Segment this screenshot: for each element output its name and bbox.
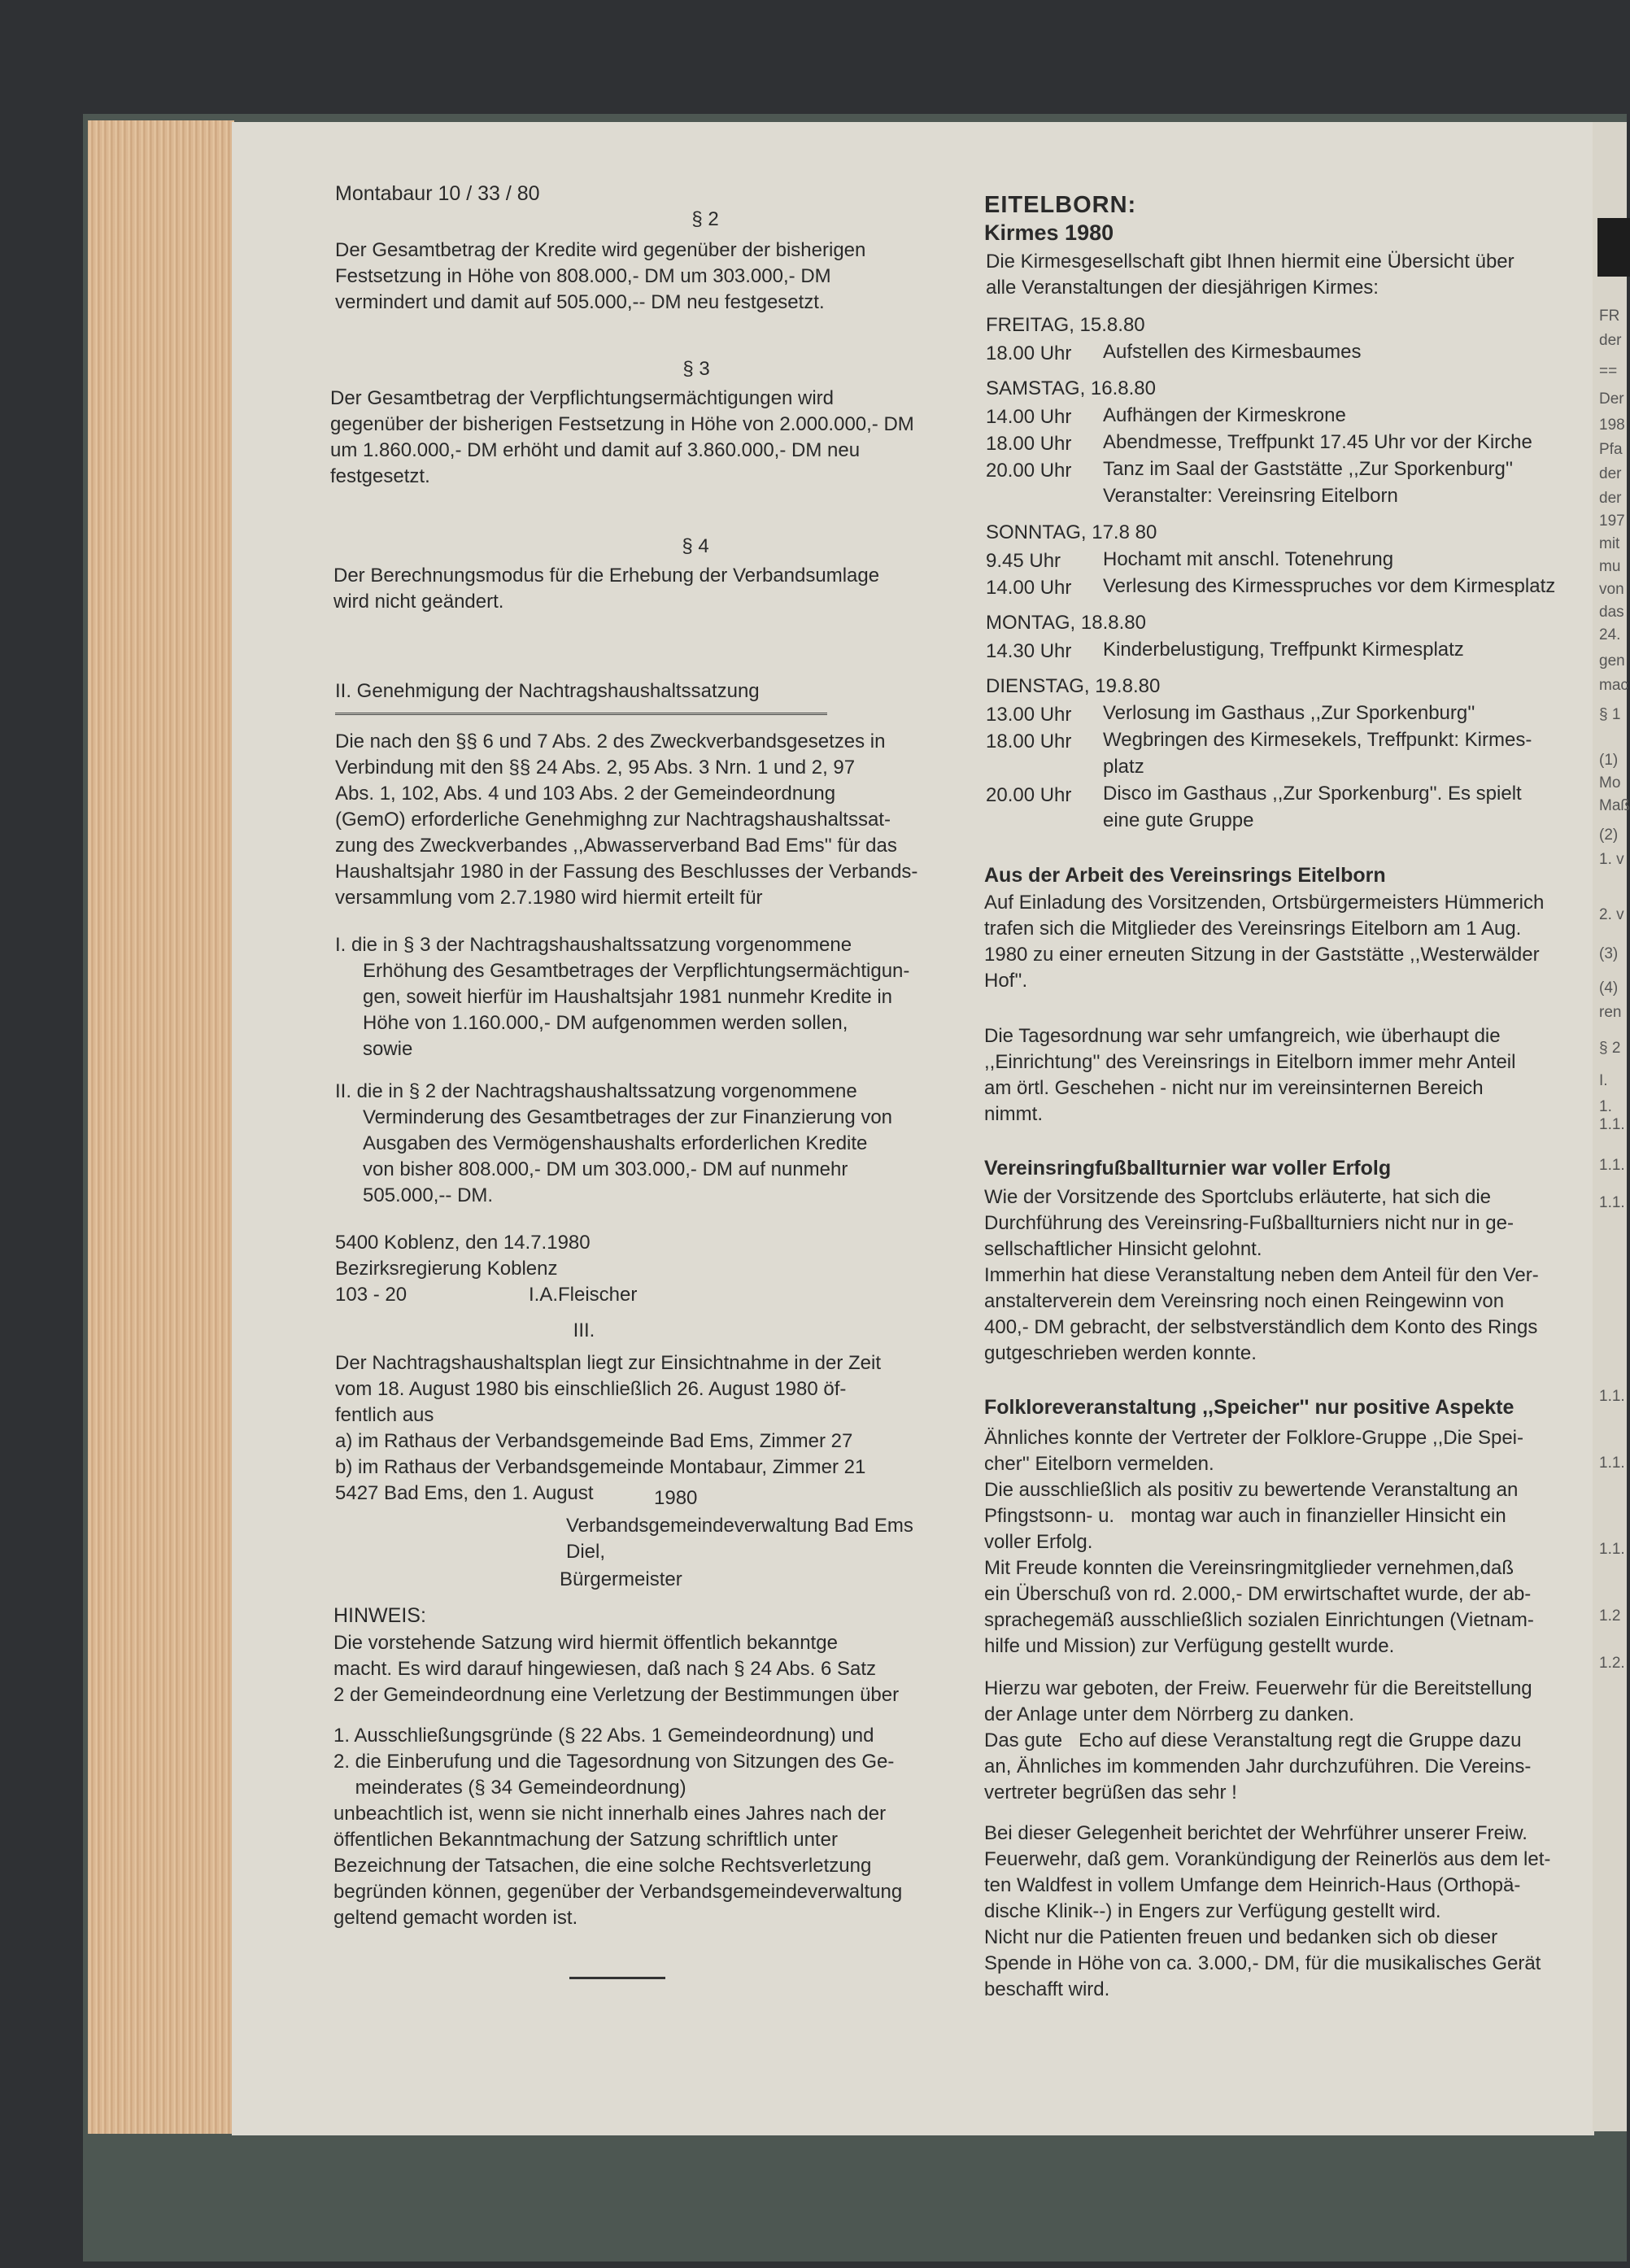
folklore-p3-line: ten Waldfest in vollem Umfange dem Heinrich-Haus (Orthopä- (984, 1874, 1521, 1896)
section-4-title: § 4 (682, 535, 709, 557)
folklore-p3-line: Nicht nur die Patienten freuen und bedanken sich ob dieser (984, 1926, 1498, 1948)
next-page-fragment: 1.1. (1599, 1541, 1625, 1558)
next-page-fragment: Pfa (1599, 441, 1623, 458)
kirmes-event-time: 14.30 Uhr (986, 640, 1072, 662)
section-2-title: § 2 (691, 208, 719, 230)
next-page-fragment: mit (1599, 535, 1620, 552)
signature-authority: Bezirksregierung Koblenz (335, 1258, 558, 1280)
hinweis-line: Die vorstehende Satzung wird hiermit öffentlich bekanntge (333, 1632, 838, 1654)
kirmes-day: SAMSTAG, 16.8.80 (986, 377, 1156, 399)
hinweis-line: macht. Es wird darauf hingewiesen, daß nach § 24 Abs. 6 Satz (333, 1658, 877, 1680)
section-iii-title: III. (573, 1319, 595, 1341)
next-page-fragment: 197 (1599, 512, 1625, 530)
section-iii-signature: Diel, (566, 1541, 606, 1563)
next-page-fragment: 1. (1599, 1098, 1612, 1115)
folklore-p2-line: an, Ähnliches im kommenden Jahr durchzuführen. Die Vereins- (984, 1756, 1532, 1777)
next-page-fragment: mac (1599, 677, 1628, 694)
vereinsring-line: ,,Einrichtung'' des Vereinsrings in Eitelborn immer mehr Anteil (984, 1051, 1516, 1073)
folklore-p3-line: Bei dieser Gelegenheit berichtet der Wehrführer unserer Freiw. (984, 1822, 1528, 1844)
kirmes-event-desc: Tanz im Saal der Gaststätte ,,Zur Sporkenburg'' (1103, 458, 1514, 480)
kirmes-event-desc: Verlosung im Gasthaus ,,Zur Sporkenburg'' (1103, 702, 1475, 724)
item-ii-line: von bisher 808.000,- DM um 303.000,- DM auf nunmehr (363, 1158, 848, 1180)
kirmes-event-desc: Aufstellen des Kirmesbaumes (1103, 341, 1362, 363)
vereinsring-title: Aus der Arbeit des Vereinsrings Eitelborn (984, 864, 1386, 887)
kirmes-event-time: 18.00 Uhr (986, 731, 1072, 752)
kirmes-event-desc: Kinderbelustigung, Treffpunkt Kirmesplatz (1103, 639, 1464, 661)
section-3-line: Der Gesamtbetrag der Verpflichtungsermächtigungen wird (330, 387, 834, 409)
next-page-fragment: der (1599, 490, 1622, 507)
section-3-line: festgesetzt. (330, 465, 430, 487)
fussball-line: gutgeschrieben werden konnte. (984, 1342, 1257, 1364)
item-i-line: Höhe von 1.160.000,- DM aufgenommen werden sollen, (363, 1012, 848, 1034)
kirmes-event-time: 9.45 Uhr (986, 550, 1061, 572)
next-page-fragment: das (1599, 604, 1624, 621)
section-3-title: § 3 (682, 358, 710, 380)
next-page-fragment: 1. v (1599, 851, 1624, 868)
item-ii-line: 505.000,-- DM. (363, 1184, 494, 1206)
folklore-line: Mit Freude konnten die Vereinsringmitglieder vernehmen,daß (984, 1557, 1515, 1579)
next-page-fragment: 2. v (1599, 906, 1624, 923)
kirmes-intro: Die Kirmesgesellschaft gibt Ihnen hiermit eine Übersicht über (986, 251, 1515, 273)
next-page-fragment: 1.1. (1599, 1157, 1625, 1174)
vereinsring-line: am örtl. Geschehen - nicht nur im vereinsinternen Bereich (984, 1077, 1484, 1099)
hinweis-tail-line: unbeachtlich ist, wenn sie nicht innerhalb eines Jahres nach der (333, 1803, 887, 1825)
next-page-fragment: 198 (1599, 417, 1625, 434)
fussball-line: Immerhin hat diese Veranstaltung neben dem Anteil für den Ver- (984, 1264, 1539, 1286)
section-3-line: um 1.860.000,- DM erhöht und damit auf 3.860.000,- DM neu (330, 439, 861, 461)
folklore-line: Die ausschließlich als positiv zu bewertende Veranstaltung an (984, 1479, 1519, 1501)
section-iii-signature: Verbandsgemeindeverwaltung Bad Ems (566, 1515, 913, 1537)
next-page-fragment: Maß (1599, 797, 1630, 814)
section-ii-title: II. Genehmigung der Nachtragshaushaltssatzung (335, 680, 760, 702)
section-iii-date: 5427 Bad Ems, den 1. August (335, 1482, 594, 1504)
fussball-line: Durchführung des Vereinsring-Fußballturniers nicht nur in ge- (984, 1212, 1514, 1234)
next-page-fragment: § 1 (1599, 706, 1621, 723)
section-2-line: Der Gesamtbetrag der Kredite wird gegenüber der bisherigen (335, 239, 866, 261)
kirmes-event-desc: platz (1103, 756, 1144, 778)
signature-place-date: 5400 Koblenz, den 14.7.1980 (335, 1232, 591, 1254)
hinweis-item: meinderates (§ 34 Gemeindeordnung) (333, 1777, 686, 1799)
next-page-fragment: 1.2 (1599, 1607, 1621, 1625)
next-page-fragment: mu (1599, 558, 1621, 575)
vereinsring-line: Die Tagesordnung war sehr umfangreich, wie überhaupt die (984, 1025, 1501, 1047)
kirmes-event-time: 14.00 Uhr (986, 406, 1072, 428)
page-header: Montabaur 10 / 33 / 80 (335, 182, 540, 205)
folklore-line: Ähnliches konnte der Vertreter der Folklore-Gruppe ,,Die Spei- (984, 1427, 1523, 1449)
kirmes-event-time: 20.00 Uhr (986, 460, 1072, 482)
kirmes-event-time: 13.00 Uhr (986, 704, 1072, 726)
folklore-title: Folkloreveranstaltung ,,Speicher'' nur positive Aspekte (984, 1396, 1515, 1419)
kirmes-event-desc: Disco im Gasthaus ,,Zur Sporkenburg''. Es spielt (1103, 783, 1522, 805)
next-page-fragment: 24. (1599, 626, 1621, 643)
folklore-line: ein Überschuß von rd. 2.000,- DM erwirtschaftet wurde, der ab- (984, 1583, 1532, 1605)
kirmes-event-desc: Veranstalter: Vereinsring Eitelborn (1103, 485, 1398, 507)
section-iii-signature: Bürgermeister (560, 1568, 682, 1590)
folklore-p2-line: Das gute Echo auf diese Veranstaltung regt die Gruppe dazu (984, 1729, 1522, 1751)
next-page-fragment: 1.1. (1599, 1455, 1625, 1472)
kirmes-event-desc: Hochamt mit anschl. Totenehrung (1103, 548, 1394, 570)
item-ii-line: II. die in § 2 der Nachtragshaushaltssatzung vorgenommene (335, 1080, 857, 1102)
next-page-strip (1593, 122, 1630, 2131)
double-rule (335, 713, 827, 715)
next-page-fragment: (2) (1599, 827, 1619, 844)
vereinsring-line: trafen sich die Mitglieder des Vereinsrings Eitelborn am 1 Aug. (984, 918, 1522, 940)
item-i-line: sowie (363, 1038, 413, 1060)
section-ii-line: versammlung vom 2.7.1980 wird hiermit erteilt für (335, 887, 763, 909)
next-page-fragment: Der (1599, 390, 1624, 408)
folklore-p2-line: der Anlage unter dem Nörrberg zu danken. (984, 1703, 1354, 1725)
item-i-line: gen, soweit hierfür im Haushaltsjahr 1981 nunmehr Kredite in (363, 986, 893, 1008)
item-i-line: I. die in § 3 der Nachtragshaushaltssatzung vorgenommene (335, 934, 852, 956)
page-edges (88, 120, 234, 2134)
section-4-line: Der Berechnungsmodus für die Erhebung der Verbandsumlage (333, 565, 880, 587)
next-page-fragment: 1.2. (1599, 1655, 1625, 1672)
hinweis-line: 2 der Gemeindeordnung eine Verletzung der Bestimmungen über (333, 1684, 900, 1706)
place-heading: EITELBORN: (984, 192, 1137, 218)
folklore-p3-line: Spende in Höhe von ca. 3.000,- DM, für die musikalisches Gerät (984, 1952, 1541, 1974)
kirmes-event-time: 14.00 Uhr (986, 577, 1072, 599)
next-page-fragment: == (1599, 363, 1618, 380)
next-page-fragment: gen (1599, 652, 1625, 669)
next-page-fragment: 1.1. (1599, 1194, 1625, 1211)
fussball-line: Wie der Vorsitzende des Sportclubs erläuterte, hat sich die (984, 1186, 1491, 1208)
folklore-p3-line: beschafft wird. (984, 1978, 1110, 2000)
section-ii-line: Verbindung mit den §§ 24 Abs. 2, 95 Abs. 3 Nrn. 1 und 2, 97 (335, 757, 856, 779)
section-3-line: gegenüber der bisherigen Festsetzung in Höhe von 2.000.000,- DM (330, 413, 914, 435)
kirmes-event-desc: eine gute Gruppe (1103, 809, 1254, 831)
kirmes-event-time: 18.00 Uhr (986, 342, 1072, 364)
folklore-p3-line: dische Klinik--) in Engers zur Verfügung gestellt wird. (984, 1900, 1441, 1922)
kirmes-event-desc: Abendmesse, Treffpunkt 17.45 Uhr vor der Kirche (1103, 431, 1532, 453)
vereinsring-line: Hof''. (984, 970, 1028, 992)
end-rule (569, 1977, 665, 1979)
next-page-fragment: (3) (1599, 945, 1619, 962)
next-page-fragment: von (1599, 581, 1624, 598)
kirmes-day: FREITAG, 15.8.80 (986, 314, 1145, 336)
fussball-title: Vereinsringfußballturnier war voller Erfolg (984, 1157, 1392, 1180)
next-page-fragment: I. (1599, 1072, 1608, 1089)
next-page-fragment: ren (1599, 1004, 1622, 1021)
fussball-line: anstalterverein dem Vereinsring noch einen Reingewinn von (984, 1290, 1505, 1312)
hinweis-tail-line: öffentlichen Bekanntmachung der Satzung schriftlich unter (333, 1829, 838, 1851)
next-page-fragment: der (1599, 465, 1622, 482)
folklore-p3-line: Feuerwehr, daß gem. Vorankündigung der Reinerlös aus dem let- (984, 1848, 1551, 1870)
section-iii-line: Der Nachtragshaushaltsplan liegt zur Einsichtnahme in der Zeit (335, 1352, 882, 1374)
next-page-header-block (1597, 218, 1630, 277)
folklore-p2-line: Hierzu war geboten, der Freiw. Feuerwehr für die Bereitstellung (984, 1677, 1532, 1699)
kirmes-intro: alle Veranstaltungen der diesjährigen Kirmes: (986, 277, 1379, 299)
section-ii-line: zung des Zweckverbandes ,,Abwasserverband Bad Ems'' für das (335, 835, 897, 857)
section-ii-line: Abs. 1, 102, Abs. 4 und 103 Abs. 2 der Gemeindeordnung (335, 783, 836, 805)
next-page-fragment: Mo (1599, 774, 1621, 792)
signature-name: I.A.Fleischer (529, 1284, 638, 1306)
fussball-line: 400,- DM gebracht, der selbstverständlich dem Konto des Rings (984, 1316, 1538, 1338)
section-iii-line: b) im Rathaus der Verbandsgemeinde Montabaur, Zimmer 21 (335, 1456, 866, 1478)
section-4-line: wird nicht geändert. (333, 591, 504, 613)
item-ii-line: Verminderung des Gesamtbetrages der zur Finanzierung von (363, 1106, 893, 1128)
hinweis-title: HINWEIS: (333, 1604, 426, 1627)
kirmes-day: DIENSTAG, 19.8.80 (986, 675, 1161, 697)
folklore-line: cher'' Eitelborn vermelden. (984, 1453, 1214, 1475)
kirmes-event-desc: Verlesung des Kirmesspruches vor dem Kirmesplatz (1103, 575, 1556, 597)
section-iii-year: 1980 (654, 1487, 698, 1509)
kirmes-event-time: 18.00 Uhr (986, 433, 1072, 455)
vereinsring-line: nimmt. (984, 1103, 1043, 1125)
folklore-line: Pfingstsonn- u. montag war auch in finanzieller Hinsicht ein (984, 1505, 1506, 1527)
section-ii-line: (GemO) erforderliche Genehmighng zur Nachtragshaushaltssat- (335, 809, 891, 831)
vereinsring-line: Auf Einladung des Vorsitzenden, Ortsbürgermeisters Hümmerich (984, 892, 1545, 914)
vereinsring-line: 1980 zu einer erneuten Sitzung in der Gaststätte ,,Westerwälder (984, 944, 1540, 966)
folklore-line: hilfe und Mission) zur Verfügung gestellt wurde. (984, 1635, 1395, 1657)
section-iii-line: vom 18. August 1980 bis einschließlich 26. August 1980 öf- (335, 1378, 847, 1400)
next-page-fragment: (1) (1599, 752, 1619, 769)
folklore-line: voller Erfolg. (984, 1531, 1093, 1553)
item-i-line: Erhöhung des Gesamtbetrages der Verpflichtungsermächtigun- (363, 960, 910, 982)
hinweis-tail-line: Bezeichnung der Tatsachen, die eine solche Rechtsverletzung (333, 1855, 872, 1877)
next-page-fragment: der (1599, 332, 1622, 349)
next-page-fragment: FR (1599, 307, 1620, 325)
hinweis-tail-line: begründen können, gegenüber der Verbandsgemeindeverwaltung (333, 1881, 903, 1903)
hinweis-item: 1. Ausschließungsgründe (§ 22 Abs. 1 Gemeindeordnung) und (333, 1725, 874, 1747)
section-2-line: vermindert und damit auf 505.000,-- DM neu festgesetzt. (335, 291, 825, 313)
kirmes-title: Kirmes 1980 (984, 220, 1114, 245)
kirmes-day: SONNTAG, 17.8 80 (986, 521, 1157, 543)
next-page-fragment: 1.1. (1599, 1388, 1625, 1405)
signature-reference: 103 - 20 (335, 1284, 408, 1306)
hinweis-tail-line: geltend gemacht worden ist. (333, 1907, 578, 1929)
kirmes-event-desc: Wegbringen des Kirmesekels, Treffpunkt: Kirmes- (1103, 729, 1532, 751)
folklore-p2-line: vertreter begrüßen das sehr ! (984, 1782, 1237, 1803)
section-ii-line: Haushaltsjahr 1980 in der Fassung des Beschlusses der Verbands- (335, 861, 918, 883)
kirmes-event-desc: Aufhängen der Kirmeskrone (1103, 404, 1346, 426)
fussball-line: sellschaftlicher Hinsicht gelohnt. (984, 1238, 1262, 1260)
folklore-line: sprachegemäß ausschließlich sozialen Einrichtungen (Vietnam- (984, 1609, 1534, 1631)
next-page-fragment: § 2 (1599, 1040, 1621, 1057)
next-page-fragment: 1.1. (1599, 1116, 1625, 1133)
section-iii-line: fentlich aus (335, 1404, 434, 1426)
kirmes-day: MONTAG, 18.8.80 (986, 612, 1146, 634)
section-iii-line: a) im Rathaus der Verbandsgemeinde Bad Ems, Zimmer 27 (335, 1430, 853, 1452)
next-page-fragment: (4) (1599, 979, 1619, 997)
section-2-line: Festsetzung in Höhe von 808.000,- DM um 303.000,- DM (335, 265, 831, 287)
hinweis-item: 2. die Einberufung und die Tagesordnung von Sitzungen des Ge- (333, 1751, 895, 1773)
item-ii-line: Ausgaben des Vermögenshaushalts erforderlichen Kredite (363, 1132, 868, 1154)
kirmes-event-time: 20.00 Uhr (986, 784, 1072, 806)
section-ii-line: Die nach den §§ 6 und 7 Abs. 2 des Zweckverbandsgesetzes in (335, 731, 886, 752)
